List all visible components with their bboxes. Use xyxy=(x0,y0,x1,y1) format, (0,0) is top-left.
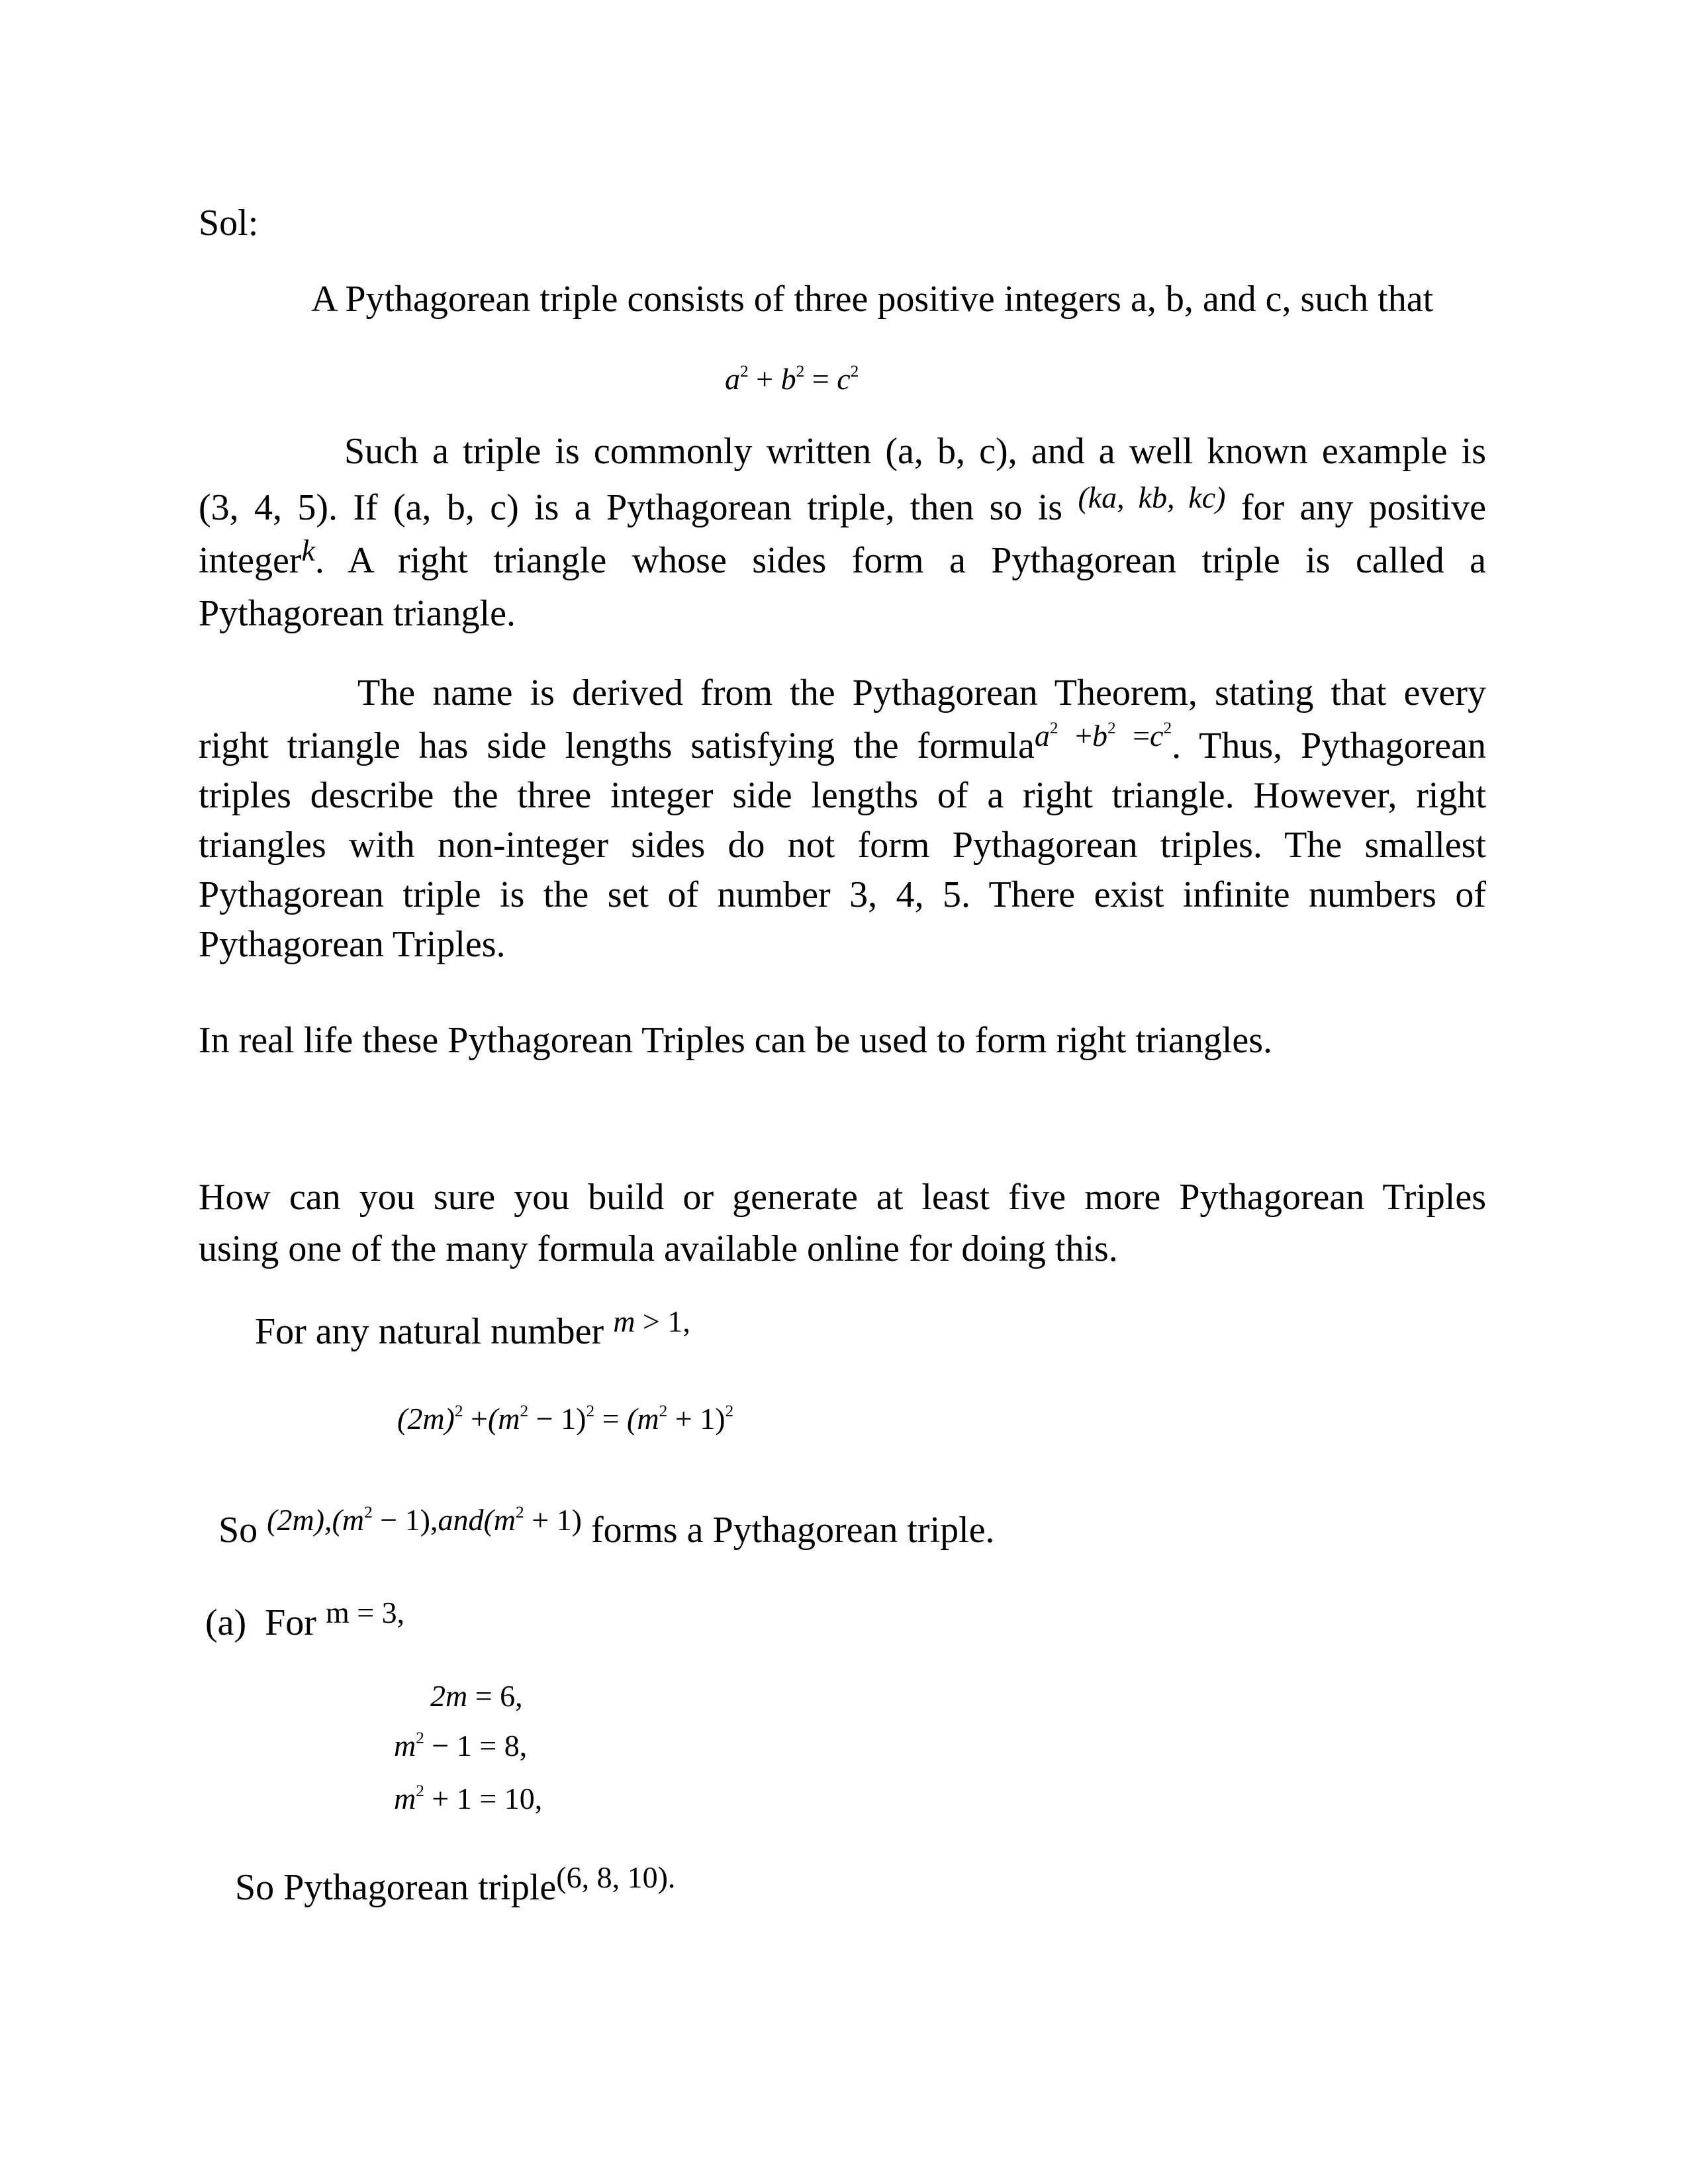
solution-heading: Sol: xyxy=(199,203,259,244)
paragraph-example-line2: (3, 4, 5). If (a, b, c) is a Pythagorean triple, then so is $^{(ka, kb, kc)}$ for any positive xyxy=(199,480,1486,528)
paragraph-theorem-line3: triples describe the three integer side lengths of a right triangle. However, right xyxy=(199,775,1486,816)
paragraph-theorem-line6: Pythagorean Triples. xyxy=(199,924,506,965)
paragraph-theorem-line2: right triangle has side lengths satisfying the formula$^{a^2 +b^2 =c^2}$. Thus, Pythagorean xyxy=(199,719,1487,766)
paragraph-theorem-line1: The name is derived from the Pythagorean Theorem, stating that every xyxy=(357,672,1486,713)
generator-expressions: (2m),(m2 − 1),and(m2 + 1) xyxy=(267,1503,582,1537)
part-a-condition: m = 3, xyxy=(325,1596,405,1629)
paragraph-real-life: In real life these Pythagorean Triples can be used to form right triangles. xyxy=(199,1020,1273,1061)
part-a-heading: (a) For $^{m = 3,}$ xyxy=(205,1596,405,1643)
paragraph-example-line3: integer$^k$. A right triangle whose sides form a Pythagorean triple is called a xyxy=(199,533,1486,581)
result-triple: (6, 8, 10). xyxy=(556,1860,676,1894)
part-a-row-m2-minus-1: $m^2 - 1 = 8$, xyxy=(394,1729,528,1762)
paragraph-theorem-line4: triangles with non-integer sides do not form Pythagorean triples. The smallest xyxy=(199,825,1486,866)
part-a-row-2m: 2m = 6, xyxy=(430,1679,523,1713)
paragraph-theorem-line5: Pythagorean triple is the set of number 3, 4, 5. There exist infinite numbers of xyxy=(199,874,1486,915)
paragraph-example-line4: Pythagorean triangle. xyxy=(199,593,516,634)
part-a-row-m2-plus-1: $m^2 + 1 = 10$, xyxy=(394,1782,543,1815)
paragraph-definition: A Pythagorean triple consists of three positive integers a, b, and c, such that xyxy=(311,279,1434,320)
identity-equation: $(2m)^2 +(m^2 - 1)^2 = (m^2 + 1)^2$ xyxy=(397,1402,734,1435)
inline-equation: a2 +b2 =c2 xyxy=(1034,719,1172,752)
natural-number-line: For any natural number $^{m > 1,}$ xyxy=(255,1304,690,1352)
so-forms-triple-line: So $^{(2m),(m^2 - 1),and(m^2 + 1)}$ forms a Pythagorean triple. xyxy=(218,1503,995,1551)
question-line2: using one of the many formula available online for doing this. xyxy=(199,1228,1118,1269)
equation-pythagorean: $a^2 + b^2 = c^2$ xyxy=(725,362,859,396)
part-a-result: So Pythagorean triple$^{(6, 8, 10).}$ xyxy=(235,1860,676,1908)
question-line1: How can you sure you build or generate at least five more Pythagorean Triples xyxy=(199,1177,1486,1218)
paragraph-example-line1: Such a triple is commonly written (a, b, c), and a well known example is xyxy=(344,431,1486,472)
